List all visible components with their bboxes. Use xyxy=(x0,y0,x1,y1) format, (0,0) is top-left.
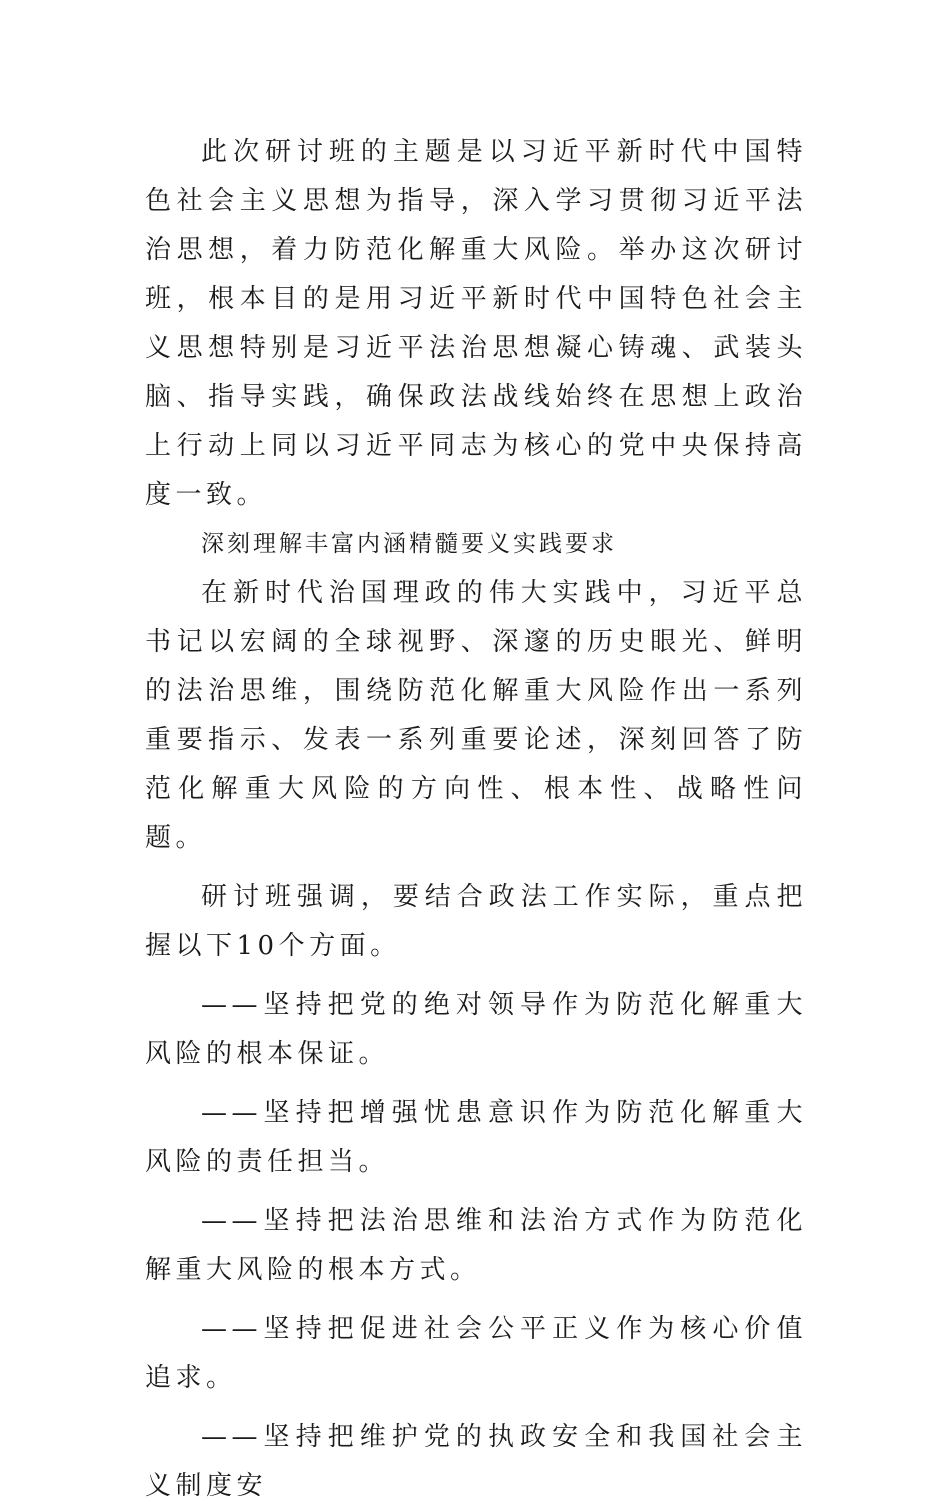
list-item-1: ——坚持把党的绝对领导作为防范化解重大风险的根本保证。 xyxy=(145,990,807,1069)
paragraph-context: 在新时代治国理政的伟大实践中，习近平总书记以宏阔的全球视野、深邃的历史眼光、鲜明的法治思维，围绕防范化解重大风险作出一系列重要指示、发表一系列重要论述，深刻回答了防范化解重大风险的方向性、根本性、战略性问题。 xyxy=(145,578,807,853)
list-item-3: ——坚持把法治思维和法治方式作为防范化解重大风险的根本方式。 xyxy=(145,1206,807,1285)
list-item-4: ——坚持把促进社会公平正义作为核心价值追求。 xyxy=(145,1314,807,1393)
section-heading: 深刻理解丰富内涵精髓要义实践要求 xyxy=(201,531,617,557)
paragraph-emphasis: 研讨班强调，要结合政法工作实际，重点把握以下10个方面。 xyxy=(145,882,807,961)
document-body xyxy=(145,128,807,1511)
paragraph-intro: 此次研讨班的主题是以习近平新时代中国特色社会主义思想为指导，深入学习贯彻习近平法治思想，着力防范化解重大风险。举办这次研讨班，根本目的是用习近平新时代中国特色社会主义思想特别是习近平法治思想凝心铸魂、武装头脑、指导实践，确保政法战线始终在思想上政治上行动上同以习近平同志为核心的党中央保持高度一致。 xyxy=(145,137,807,510)
list-item-5: ——坚持把维护党的执政安全和我国社会主义制度安 xyxy=(145,1422,807,1501)
list-item-2: ——坚持把增强忧患意识作为防范化解重大风险的责任担当。 xyxy=(145,1098,807,1177)
